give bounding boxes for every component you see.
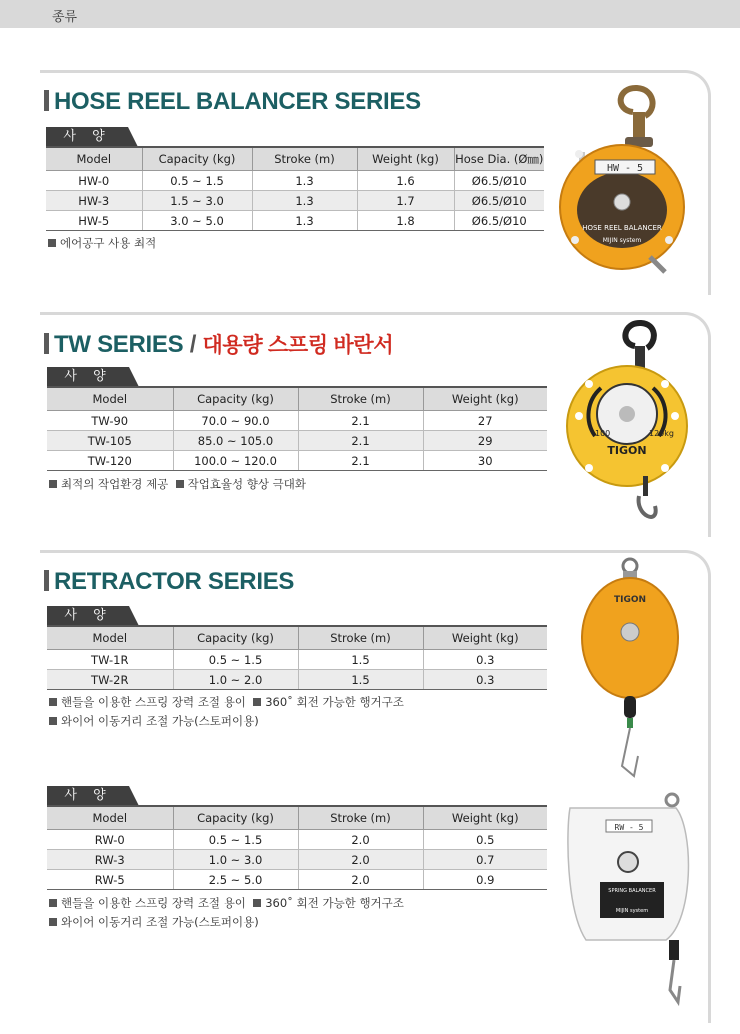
table-cell: 0.5 ~ 1.5 (142, 171, 252, 191)
retractor-notes-line2 (49, 713, 259, 729)
rw-spec-label: 사 양 (47, 786, 129, 806)
table-cell: 1.3 (252, 191, 357, 211)
table-cell: 30 (423, 451, 547, 471)
table-cell: RW-3 (47, 850, 173, 870)
hose-note (48, 235, 156, 251)
table-cell: TW-120 (47, 451, 173, 471)
note-text: 360˚ 회전 가능한 행거구조 (265, 695, 404, 709)
table-cell: HW-3 (46, 191, 142, 211)
table-cell: 0.3 (423, 670, 547, 690)
col-header: Weight (kg) (357, 147, 454, 171)
hose-spec-label: 사 양 (46, 127, 128, 147)
tw-title-sep: / (189, 331, 197, 358)
title-bar-marker (44, 333, 49, 354)
col-header: Capacity (kg) (142, 147, 252, 171)
tw-spec-table (47, 386, 547, 471)
tw-title (44, 329, 393, 359)
table-header-row (47, 806, 547, 830)
table-cell: 1.7 (357, 191, 454, 211)
col-header: Model (47, 806, 173, 830)
table-cell: RW-5 (47, 870, 173, 890)
table-cell: 100.0 ~ 120.0 (173, 451, 298, 471)
col-header: Hose Dia. (Ø㎜) (454, 147, 544, 171)
table-row (47, 431, 547, 451)
retractor-title (44, 568, 294, 596)
title-bar-marker (44, 570, 49, 591)
col-header: Capacity (kg) (173, 806, 298, 830)
rw-product-brand: MIJIN system (615, 908, 649, 914)
table-cell: 2.0 (298, 850, 423, 870)
bullet-square-icon (253, 899, 261, 907)
table-cell: TW-90 (47, 411, 173, 431)
retractor-title-text: RETRACTOR SERIES (54, 568, 295, 595)
table-cell: 1.3 (252, 171, 357, 191)
rw-plate-text: RW - 5 (614, 823, 644, 832)
tw-balancer-image (565, 316, 695, 531)
col-header: Stroke (m) (298, 806, 423, 830)
title-bar-marker (44, 90, 49, 111)
table-cell: 0.5 ~ 1.5 (173, 650, 298, 670)
table-row (47, 670, 547, 690)
tw-scale-left: 100 (595, 429, 611, 438)
col-header: Weight (kg) (423, 626, 547, 650)
hose-spec-table (46, 146, 544, 231)
hose-plate-text: HW - 5 (606, 163, 644, 174)
table-cell: 1.5 ~ 3.0 (142, 191, 252, 211)
col-header: Model (47, 626, 173, 650)
retractor-brand: TIGON (613, 595, 647, 605)
note-text: 핸들을 이용한 스프링 장력 조절 용이 (61, 695, 246, 709)
tw-notes (49, 476, 306, 492)
table-cell: 2.1 (298, 431, 423, 451)
bullet-square-icon (49, 899, 57, 907)
table-cell: 70.0 ~ 90.0 (173, 411, 298, 431)
note-text: 작업효율성 향상 극대화 (187, 477, 307, 491)
table-cell: RW-0 (47, 830, 173, 850)
hook-icon (621, 88, 653, 116)
col-header: Model (46, 147, 142, 171)
table-cell: 1.5 (298, 670, 423, 690)
note-text: 에어공구 사용 최적 (60, 236, 157, 250)
note-text: 와이어 이동거리 조절 가능(스토퍼이용) (61, 915, 259, 929)
tw-spec-label: 사 양 (47, 367, 129, 387)
col-header: Model (47, 387, 173, 411)
col-header: Capacity (kg) (173, 387, 298, 411)
table-cell: 1.0 ~ 2.0 (173, 670, 298, 690)
bullet-square-icon (49, 480, 57, 488)
note-text: 와이어 이동거리 조절 가능(스토퍼이용) (61, 714, 259, 728)
table-cell: 0.7 (423, 850, 547, 870)
bullet-square-icon (253, 698, 261, 706)
col-header: Weight (kg) (423, 387, 547, 411)
tw-scale-right: 120kg (649, 429, 674, 438)
bullet-square-icon (48, 239, 56, 247)
table-cell: 29 (423, 431, 547, 451)
note-text: 핸들을 이용한 스프링 장력 조절 용이 (61, 896, 246, 910)
table-cell: 0.9 (423, 870, 547, 890)
rw-spec-table (47, 805, 547, 890)
table-cell: TW-2R (47, 670, 173, 690)
table-cell: 27 (423, 411, 547, 431)
table-cell: 1.5 (298, 650, 423, 670)
note-text: 360˚ 회전 가능한 행거구조 (265, 896, 404, 910)
table-cell: 1.8 (357, 211, 454, 231)
table-cell: HW-0 (46, 171, 142, 191)
hook-icon (625, 323, 653, 348)
bullet-square-icon (49, 698, 57, 706)
retractor-spec-label: 사 양 (47, 606, 129, 626)
bullet-square-icon (49, 918, 57, 926)
table-cell: TW-1R (47, 650, 173, 670)
table-row (47, 650, 547, 670)
header-bar (0, 0, 740, 28)
table-cell: TW-105 (47, 431, 173, 451)
rw-product-label: SPRING BALANCER (608, 888, 656, 894)
table-cell: 85.0 ~ 105.0 (173, 431, 298, 451)
hose-product-brand: MIJIN system (602, 237, 642, 244)
table-header-row (46, 147, 544, 171)
retractor-notes-line1 (49, 694, 404, 710)
table-header-row (47, 387, 547, 411)
table-cell: 1.6 (357, 171, 454, 191)
table-row (47, 411, 547, 431)
hose-title-text: HOSE REEL BALANCER SERIES (54, 88, 421, 115)
table-row (46, 171, 544, 191)
table-cell: Ø6.5/Ø10 (454, 171, 544, 191)
table-cell: 0.5 ~ 1.5 (173, 830, 298, 850)
table-cell: 2.0 (298, 830, 423, 850)
table-cell: 0.5 (423, 830, 547, 850)
table-cell: 2.0 (298, 870, 423, 890)
table-row (47, 830, 547, 850)
table-cell: 2.1 (298, 411, 423, 431)
table-row (47, 451, 547, 471)
bullet-square-icon (49, 717, 57, 725)
tw-brand: TIGON (607, 444, 647, 457)
table-cell: Ø6.5/Ø10 (454, 191, 544, 211)
table-row (46, 211, 544, 231)
note-text: 최적의 작업환경 제공 (61, 477, 169, 491)
table-cell: 3.0 ~ 5.0 (142, 211, 252, 231)
table-row (46, 191, 544, 211)
rw-notes-line1 (49, 895, 404, 911)
col-header: Stroke (m) (252, 147, 357, 171)
table-cell: 1.3 (252, 211, 357, 231)
hose-product-label: HOSE REEL BALANCER (582, 224, 662, 232)
table-row (47, 850, 547, 870)
hose-title (44, 88, 421, 116)
col-header: Stroke (m) (298, 626, 423, 650)
bullet-square-icon (176, 480, 184, 488)
table-cell: 2.1 (298, 451, 423, 471)
table-cell: 0.3 (423, 650, 547, 670)
retractor-spec-table (47, 625, 547, 690)
col-header: Stroke (m) (298, 387, 423, 411)
header-label: 종류 (52, 10, 78, 25)
col-header: Weight (kg) (423, 806, 547, 830)
table-cell: 1.0 ~ 3.0 (173, 850, 298, 870)
table-row (47, 870, 547, 890)
hose-reel-balancer-image (555, 82, 700, 282)
table-header-row (47, 626, 547, 650)
table-cell: 2.5 ~ 5.0 (173, 870, 298, 890)
retractor-image (578, 556, 688, 788)
rw-balancer-image (566, 790, 696, 1010)
table-cell: HW-5 (46, 211, 142, 231)
rw-notes-line2 (49, 914, 259, 930)
table-cell: Ø6.5/Ø10 (454, 211, 544, 231)
tw-title-text: TW SERIES (54, 331, 184, 358)
col-header: Capacity (kg) (173, 626, 298, 650)
tw-title-korean: 대용량 스프링 바란서 (202, 334, 394, 357)
